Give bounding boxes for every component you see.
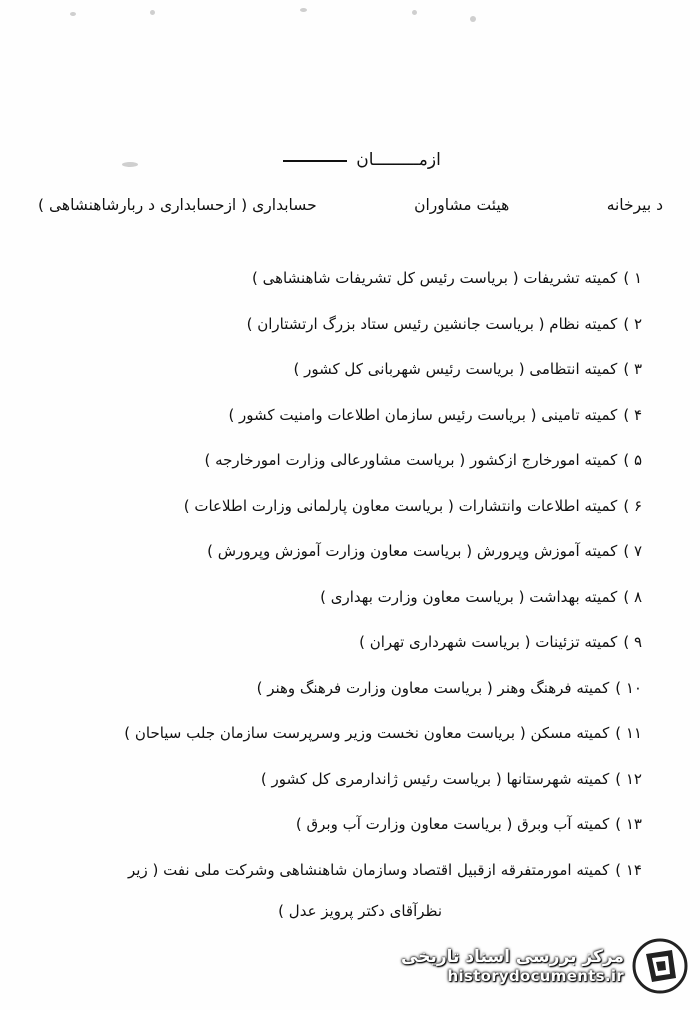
subheading-right-label: حسابداری ( ازحسابداری د ربارشاهنشاهی ) [38,196,317,214]
heading-rule [283,160,347,162]
item-number: ۵ ) [623,451,642,469]
list-item [42,401,642,447]
item-number: ۱۰ ) [615,678,642,697]
item-number: ۷ ) [623,542,642,560]
item-number: ۳ ) [623,360,642,378]
list-item [42,446,642,492]
subheading-middle-label: هیئت مشاوران [414,196,510,214]
list-item [42,765,642,811]
item-number: ۲ ) [623,314,642,333]
subheading-left-label: د بیرخانه [606,196,663,214]
item-continuation: نظرآقای دکتر پرویز عدل ) [278,902,442,920]
item-number: ۱ ) [623,269,642,287]
subheading-row [38,196,663,214]
list-item [42,355,642,401]
item-number: ۶ ) [623,496,642,515]
item-text: کمیته فرهنگ وهنر ( بریاست معاون وزارت فرهنگ وهنر ) [256,678,610,697]
item-text: کمیته نظام ( بریاست جانشین رئیس ستاد بزرگ ارتشتاران ) [246,314,618,333]
list-item [42,719,642,765]
item-number: ۱۱ ) [615,724,642,742]
scan-speck [70,12,76,16]
list-item [42,810,642,856]
item-text: کمیته تامینی ( بریاست رئیس سازمان اطلاعات وامنیت کشور ) [228,405,618,424]
scan-speck [150,10,155,15]
list-item [42,537,642,583]
item-text: کمیته امورخارج ازکشور ( بریاست مشاورعالی وزارت امورخارجه ) [204,451,618,469]
list-item [42,674,642,720]
scan-speck [412,10,417,15]
watermark-text [401,947,624,985]
document-heading [230,150,490,180]
item-text: کمیته آموزش وپرورش ( بریاست معاون وزارت آموزش وپرورش ) [207,542,618,560]
item-text: کمیته مسکن ( بریاست معاون نخست وزیر وسرپرست سازمان جلب سیاحان ) [124,724,610,742]
item-number: ۸ ) [623,587,642,606]
item-number: ۴ ) [623,405,642,424]
item-text: کمیته انتظامی ( بریاست رئیس شهربانی کل کشور ) [293,360,618,378]
scan-speck [470,16,476,22]
item-number: ۹ ) [623,633,642,651]
item-text: کمیته آب وبرق ( بریاست معاون وزارت آب وبرق ) [295,815,610,833]
item-number: ۱۲ ) [615,769,642,788]
item-text: کمیته امورمتفرقه ازقبیل اقتصاد وسازمان شاهنشاهی وشرکت ملی نفت ( زیر [128,860,610,879]
watermark-title: مرکز بررسی اسناد تاریخی [401,947,624,967]
source-watermark [398,932,688,1000]
item-text: کمیته تشریفات ( بریاست رئیس کل تشریفات شاهنشاهی ) [251,269,618,287]
scan-speck [122,162,138,167]
list-item [42,856,642,902]
heading-text: ازمـــــــــان [356,150,441,170]
watermark-url: historydocuments.ir [447,967,624,985]
item-number: ۱۳ ) [615,815,642,833]
item-text: کمیته شهرستانها ( بریاست رئیس ژاندارمری کل کشور ) [260,769,610,788]
committee-list [42,264,642,901]
list-item [42,310,642,356]
archive-logo-icon [632,938,688,994]
scan-speck [300,8,307,12]
list-item [42,628,642,674]
list-item [42,264,642,310]
list-item [42,583,642,629]
list-item [42,492,642,538]
item-text: کمیته تزئینات ( بریاست شهرداری تهران ) [359,633,618,651]
item-text: کمیته اطلاعات وانتشارات ( بریاست معاون پارلمانی وزارت اطلاعات ) [183,496,618,515]
item-number: ۱۴ ) [615,860,642,879]
item-text: کمیته بهداشت ( بریاست معاون وزارت بهداری ) [320,587,618,606]
